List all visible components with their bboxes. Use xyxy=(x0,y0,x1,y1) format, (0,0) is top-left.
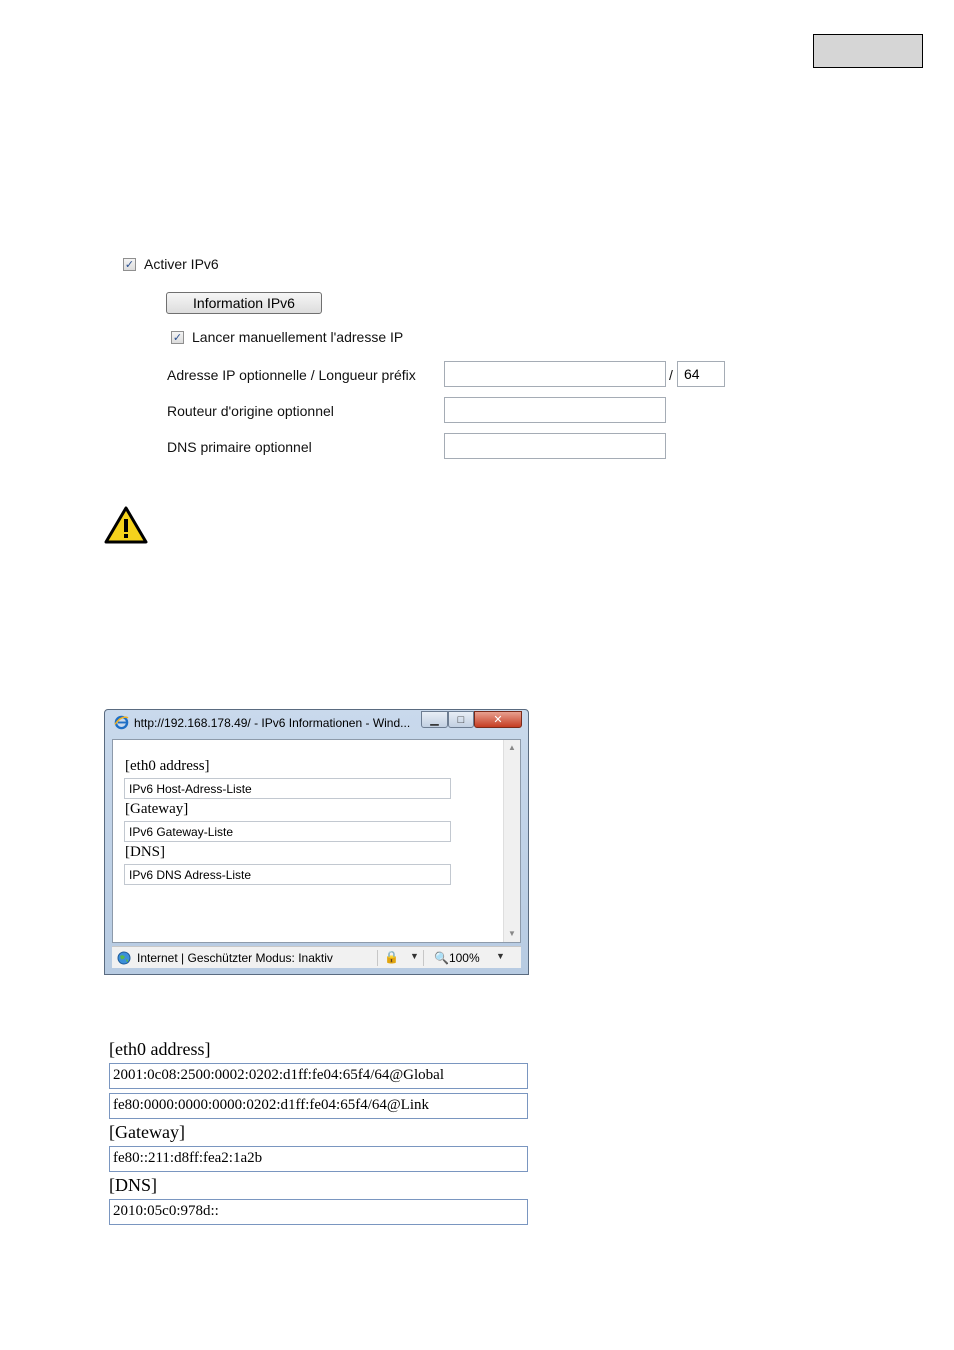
zoom-icon: 🔍 xyxy=(434,951,449,965)
result-eth0-heading: [eth0 address] xyxy=(109,1039,211,1059)
router-input[interactable] xyxy=(444,397,666,423)
globe-icon xyxy=(117,951,131,965)
minimize-button[interactable] xyxy=(421,711,448,728)
dns-heading: [DNS] xyxy=(125,844,165,860)
status-bar xyxy=(112,946,521,968)
window-content xyxy=(112,739,521,943)
result-gateway-value: fe80::211:d8ff:fea2:1a2b xyxy=(109,1146,528,1172)
enable-ipv6-label: Activer IPv6 xyxy=(144,256,219,272)
result-dns-value: 2010:05c0:978d:: xyxy=(109,1199,528,1225)
maximize-button[interactable] xyxy=(448,711,474,728)
zoom-text: 100% xyxy=(448,951,480,965)
security-icon[interactable]: 🔒 xyxy=(384,950,399,964)
eth0-heading: [eth0 address] xyxy=(125,758,210,774)
result-eth0-link: fe80:0000:0000:0000:0202:d1ff:fe04:65f4/64@Link xyxy=(109,1093,528,1119)
check-icon: ✓ xyxy=(124,258,135,271)
close-icon: ✕ xyxy=(493,713,503,726)
prefix-length-input[interactable] xyxy=(677,361,725,387)
enable-ipv6-checkbox[interactable] xyxy=(123,258,136,271)
minimize-icon: ▁ xyxy=(430,714,439,726)
dns-label: DNS primaire optionnel xyxy=(167,439,312,455)
chevron-down-icon[interactable]: ▼ xyxy=(410,951,419,961)
chevron-down-icon[interactable]: ▼ xyxy=(496,951,505,961)
maximize-icon: □ xyxy=(457,713,465,726)
close-button[interactable] xyxy=(474,711,522,728)
zoom-level[interactable] xyxy=(434,951,480,965)
ip-address-input[interactable] xyxy=(444,361,666,387)
scroll-up-icon[interactable]: ▲ xyxy=(508,743,516,752)
prefix-separator: / xyxy=(669,367,673,383)
router-label: Routeur d'origine optionnel xyxy=(167,403,334,419)
page-language-tab xyxy=(813,34,923,68)
internet-explorer-icon xyxy=(114,715,129,730)
status-separator xyxy=(377,950,378,966)
scroll-down-icon[interactable]: ▼ xyxy=(508,929,516,938)
ip-address-label: Adresse IP optionnelle / Longueur préfix xyxy=(167,367,416,383)
result-eth0-global: 2001:0c08:2500:0002:0202:d1ff:fe04:65f4/64@Global xyxy=(109,1063,528,1089)
manual-ip-checkbox[interactable] xyxy=(171,331,184,344)
dns-list-box: IPv6 DNS Adress-Liste xyxy=(124,864,451,885)
window-titlebar[interactable] xyxy=(105,710,528,736)
status-separator xyxy=(423,950,424,966)
ipv6-info-window xyxy=(104,709,529,975)
result-gateway-heading: [Gateway] xyxy=(109,1122,185,1142)
ipv6-info-button[interactable]: Information IPv6 xyxy=(166,292,322,314)
check-icon: ✓ xyxy=(172,331,183,344)
gateway-heading: [Gateway] xyxy=(125,801,189,817)
dns-input[interactable] xyxy=(444,433,666,459)
manual-ip-label: Lancer manuellement l'adresse IP xyxy=(192,329,404,345)
eth0-list-box: IPv6 Host-Adress-Liste xyxy=(124,778,451,799)
status-text: Internet | Geschützter Modus: Inaktiv xyxy=(137,951,333,965)
window-title: http://192.168.178.49/ - IPv6 Informationen - Wind... xyxy=(134,716,411,730)
warning-icon xyxy=(103,505,149,545)
vertical-scrollbar[interactable] xyxy=(503,740,520,942)
gateway-list-box: IPv6 Gateway-Liste xyxy=(124,821,451,842)
result-dns-heading: [DNS] xyxy=(109,1175,157,1195)
